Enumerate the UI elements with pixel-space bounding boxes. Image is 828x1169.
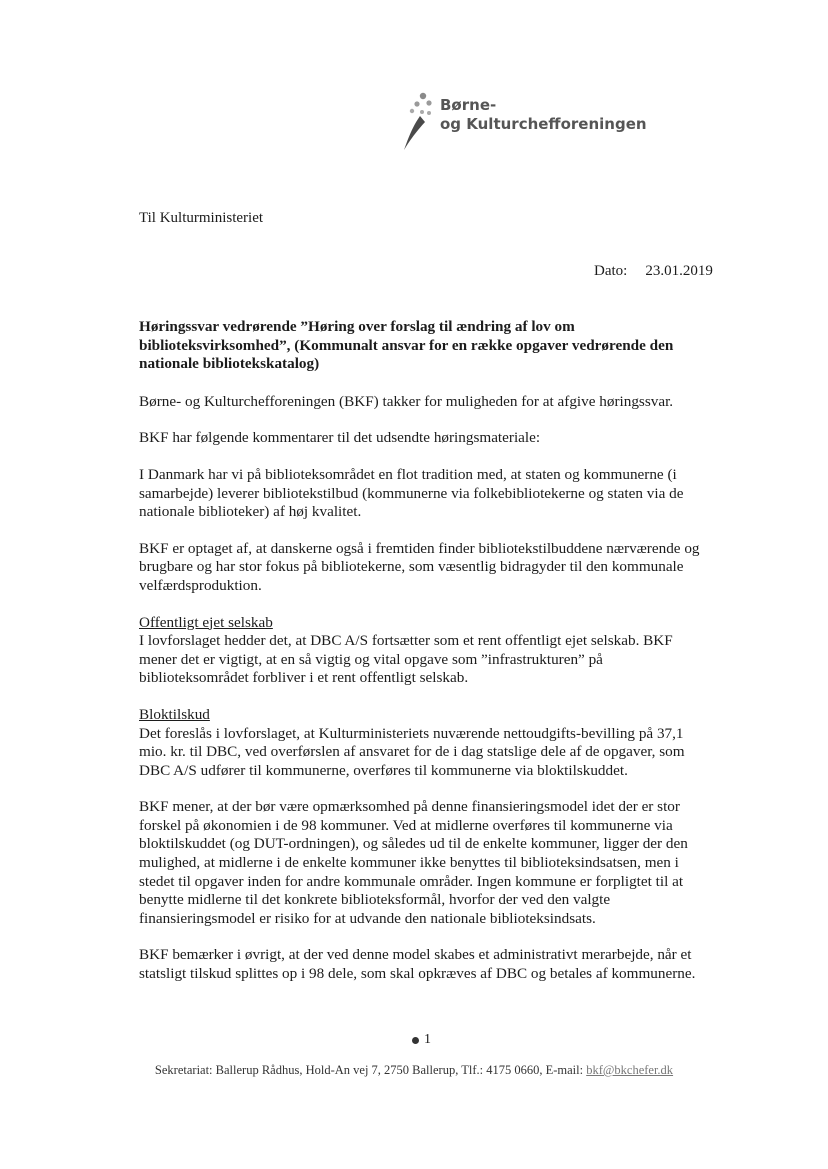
- paragraph: BKF er optaget af, at danskerne også i fremtiden finder bibliotekstilbuddene nærværende og brugbare og har stor fokus på bibliotekerne, som væsentlig bidragyder til den kommunale velfærdsproduktion.: [139, 539, 700, 594]
- footer-text: Sekretariat: Ballerup Rådhus, Hold-An vej 7, 2750 Ballerup, Tlf.: 4175 0660, E-mail:: [154, 1063, 587, 1077]
- footer-email-link[interactable]: bkf@bkchefer.dk: [586, 1063, 674, 1077]
- page-number-text: 1: [424, 1032, 431, 1047]
- paragraph: BKF mener, at der bør være opmærksomhed på denne finansieringsmodel idet der er stor forskel på økonomien i de 98 kommuner. Ved at midlerne overføres til kommunerne via bloktilskuddet (og DUT-ordningen), og således ud til de enkelte kommuner, ligger der den mulighed, at midlerne i de enkelte kommuner ikke benyttes til biblioteksindsatsen, men i stedet til opgaver inden for andre kommunale områder. Ingen kommune er forpligtet til at benytte midlerne til det konkrete biblioteksformål, hvorfor der ved den valgte finansieringsmodel er risiko for at udvande den nationale biblioteksindsats.: [139, 798, 688, 927]
- paragraph: BKF har følgende kommentarer til det udsendte høringsmateriale:: [139, 429, 541, 447]
- date-value: 23.01.2019: [645, 263, 713, 279]
- paragraph: I Danmark har vi på biblioteksområdet en flot tradition med, at staten og kommunerne (i samarbejde) leverer bibliotekstilbud (kommunerne via folkebibliotekerne og staten via de nationale biblioteker) af høj kvalitet.: [139, 465, 684, 521]
- footer: [0, 1063, 828, 1078]
- organization-logo: [398, 92, 658, 162]
- date-label: Dato:: [594, 263, 628, 279]
- section-paragraph: I lovforslaget hedder det, at DBC A/S fortsætter som et rent offentligt ejet selskab. BKF mener det er vigtigt, at en så vigtig og vital opgave som ”infrastrukturen” på biblioteksområdet forbliver i et rent offentligt selskab.: [139, 632, 673, 687]
- section-title: Bloktilskud: [139, 705, 210, 723]
- section-paragraph: Det foreslås i lovforslaget, at Kulturministeriets nuværende nettoudgifts-bevilling på 37,1 mio. kr. til DBC, ved overførslen af ansvaret for de i dag statslige dele af de opgaver, som DBC A/S udfører til kommunerne, overføres til kommunerne via bloktilskuddet.: [139, 724, 685, 779]
- logo-text-line1: Børne-: [440, 96, 497, 114]
- flower-logo-icon: [398, 92, 438, 156]
- page-number: [412, 1032, 431, 1048]
- paragraph: BKF bemærker i øvrigt, at der ved denne model skabes et administrativt merarbejde, når et statsligt tilskud splittes op i 98 dele, som skal opkræves af DBC og betales af kommunerne.: [139, 946, 696, 983]
- letter-body: [139, 318, 714, 1002]
- letter-heading: Høringssvar vedrørende ”Høring over forslag til ændring af lov om biblioteksvirksomhed”, (Kommunalt ansvar for en række opgaver vedrørende den nationale bibliotekskatalog): [139, 318, 674, 373]
- section-offentligt: [139, 614, 714, 688]
- recipient: Til Kulturministeriet: [139, 210, 264, 226]
- section-bloktilskud: [139, 706, 714, 780]
- paragraph: Børne- og Kulturchefforeningen (BKF) takker for muligheden for at afgive høringssvar.: [139, 392, 674, 410]
- dot-icon: [412, 1037, 419, 1044]
- date-line: [594, 263, 713, 280]
- section-title: Offentligt ejet selskab: [139, 613, 273, 631]
- logo-text-line2: og Kulturchefforeningen: [440, 115, 647, 133]
